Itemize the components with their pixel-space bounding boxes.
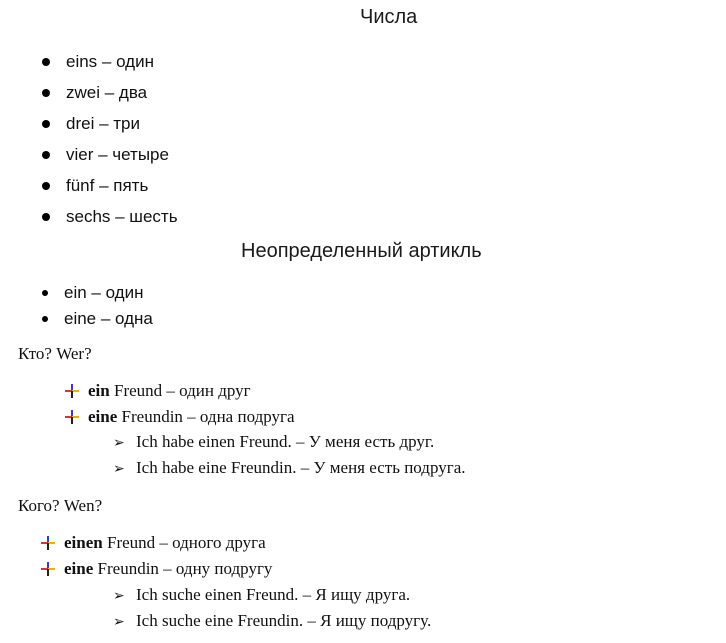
article-item-label: eine – одна (64, 309, 153, 328)
section-title-numbers: Числа (360, 6, 418, 28)
bullet-icon (42, 182, 50, 190)
arrowhead-icon: ➢ (113, 587, 125, 603)
item-text (64, 533, 266, 553)
bullet-icon (42, 151, 50, 159)
number-item-label: sechs – шесть (66, 207, 178, 226)
four-color-cross-icon (41, 562, 55, 576)
arrowhead-icon: ➢ (113, 460, 125, 476)
bullet-icon (42, 213, 50, 221)
item-rest: Freund – один друг (109, 381, 251, 400)
item-rest: Freundin – одна подруга (117, 407, 295, 426)
number-item-label: eins – один (66, 52, 154, 71)
example-sentence: Ich habe einen Freund. – У меня есть друг. (136, 432, 435, 451)
section-title-indefinite-article: Неопределенный артикль (241, 240, 482, 262)
bullet-icon (42, 89, 50, 97)
bullet-icon (42, 58, 50, 66)
item-rest: Freundin – одну подругу (93, 559, 273, 578)
number-item-label: zwei – два (66, 83, 148, 102)
number-item-label: drei – три (66, 114, 140, 133)
item-text (88, 407, 295, 427)
heading-wer: Кто? Wer? (18, 344, 92, 363)
bullet-icon (42, 290, 48, 296)
example-sentence: Ich suche einen Freund. – Я ищу друга. (136, 585, 411, 604)
article-item-label: ein – один (64, 283, 144, 302)
four-color-cross-icon (65, 410, 79, 424)
item-text (64, 559, 272, 579)
article-word: eine (88, 407, 118, 426)
heading-wen: Кого? Wen? (18, 496, 103, 515)
four-color-cross-icon (41, 536, 55, 550)
article-word: eine (64, 559, 94, 578)
four-color-cross-icon (65, 384, 79, 398)
example-sentence: Ich suche eine Freundin. – Я ищу подругу. (136, 611, 432, 630)
bullet-icon (42, 120, 50, 128)
item-rest: Freund – одного друга (102, 533, 266, 552)
item-text (88, 381, 251, 401)
article-word: ein (88, 381, 110, 400)
example-sentence: Ich habe eine Freundin. – У меня есть подруга. (136, 458, 466, 477)
arrowhead-icon: ➢ (113, 613, 125, 629)
number-item-label: vier – четыре (66, 145, 169, 164)
article-word: einen (64, 533, 103, 552)
number-item-label: fünf – пять (66, 176, 149, 195)
arrowhead-icon: ➢ (113, 434, 125, 450)
bullet-icon (42, 316, 48, 322)
